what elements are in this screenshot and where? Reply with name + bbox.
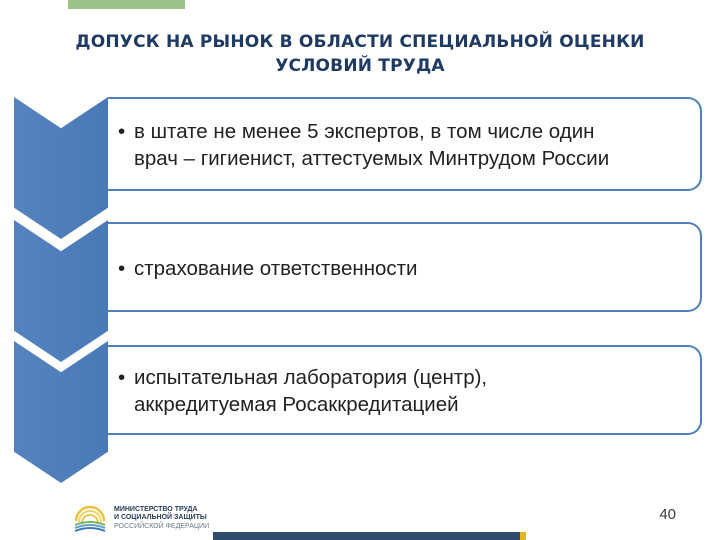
step-text-1 xyxy=(118,118,690,172)
page-number: 40 xyxy=(659,506,676,523)
ministry-name-line-1: МИНИСТЕРСТВО ТРУДА xyxy=(114,506,198,513)
ministry-name-line-3: РОССИЙСКОЙ ФЕДЕРАЦИИ xyxy=(114,522,210,530)
step-chevron-2 xyxy=(14,220,108,362)
step-box-2 xyxy=(108,222,702,312)
bullet-icon: • xyxy=(118,257,126,280)
step-1-line-1: • в штате не менее 5 экспертов, в том числе один xyxy=(118,120,595,143)
slide-title-line-2: УСЛОВИЙ ТРУДА xyxy=(275,56,445,76)
ministry-logo-icon xyxy=(72,499,108,535)
bullet-icon: • xyxy=(118,366,126,389)
ministry-name xyxy=(114,506,209,531)
footer-bar xyxy=(213,532,520,540)
step-chevron-3 xyxy=(14,341,108,483)
step-3-line-2: аккредитуемая Росаккредитацией xyxy=(134,393,459,416)
step-3-line-1: • испытательная лаборатория (центр), xyxy=(118,366,488,389)
step-text-3 xyxy=(118,364,690,418)
bullet-icon: • xyxy=(118,120,126,143)
step-text-2 xyxy=(118,255,690,282)
step-box-1 xyxy=(108,97,702,191)
step-2-line-1: • страхование ответственности xyxy=(118,257,418,280)
ministry-name-line-2: И СОЦИАЛЬНОЙ ЗАЩИТЫ xyxy=(114,514,207,522)
footer-bar-accent xyxy=(520,532,526,540)
slide-title-line-1: ДОПУСК НА РЫНОК В ОБЛАСТИ СПЕЦИАЛЬНОЙ ОЦЕНКИ xyxy=(75,32,645,52)
top-accent-bar xyxy=(68,0,185,9)
step-1-line-2: врач – гигиенист, аттестуемых Минтрудом России xyxy=(134,147,610,170)
slide-title xyxy=(20,30,700,78)
step-chevron-1 xyxy=(14,97,108,239)
step-box-3 xyxy=(108,345,702,435)
